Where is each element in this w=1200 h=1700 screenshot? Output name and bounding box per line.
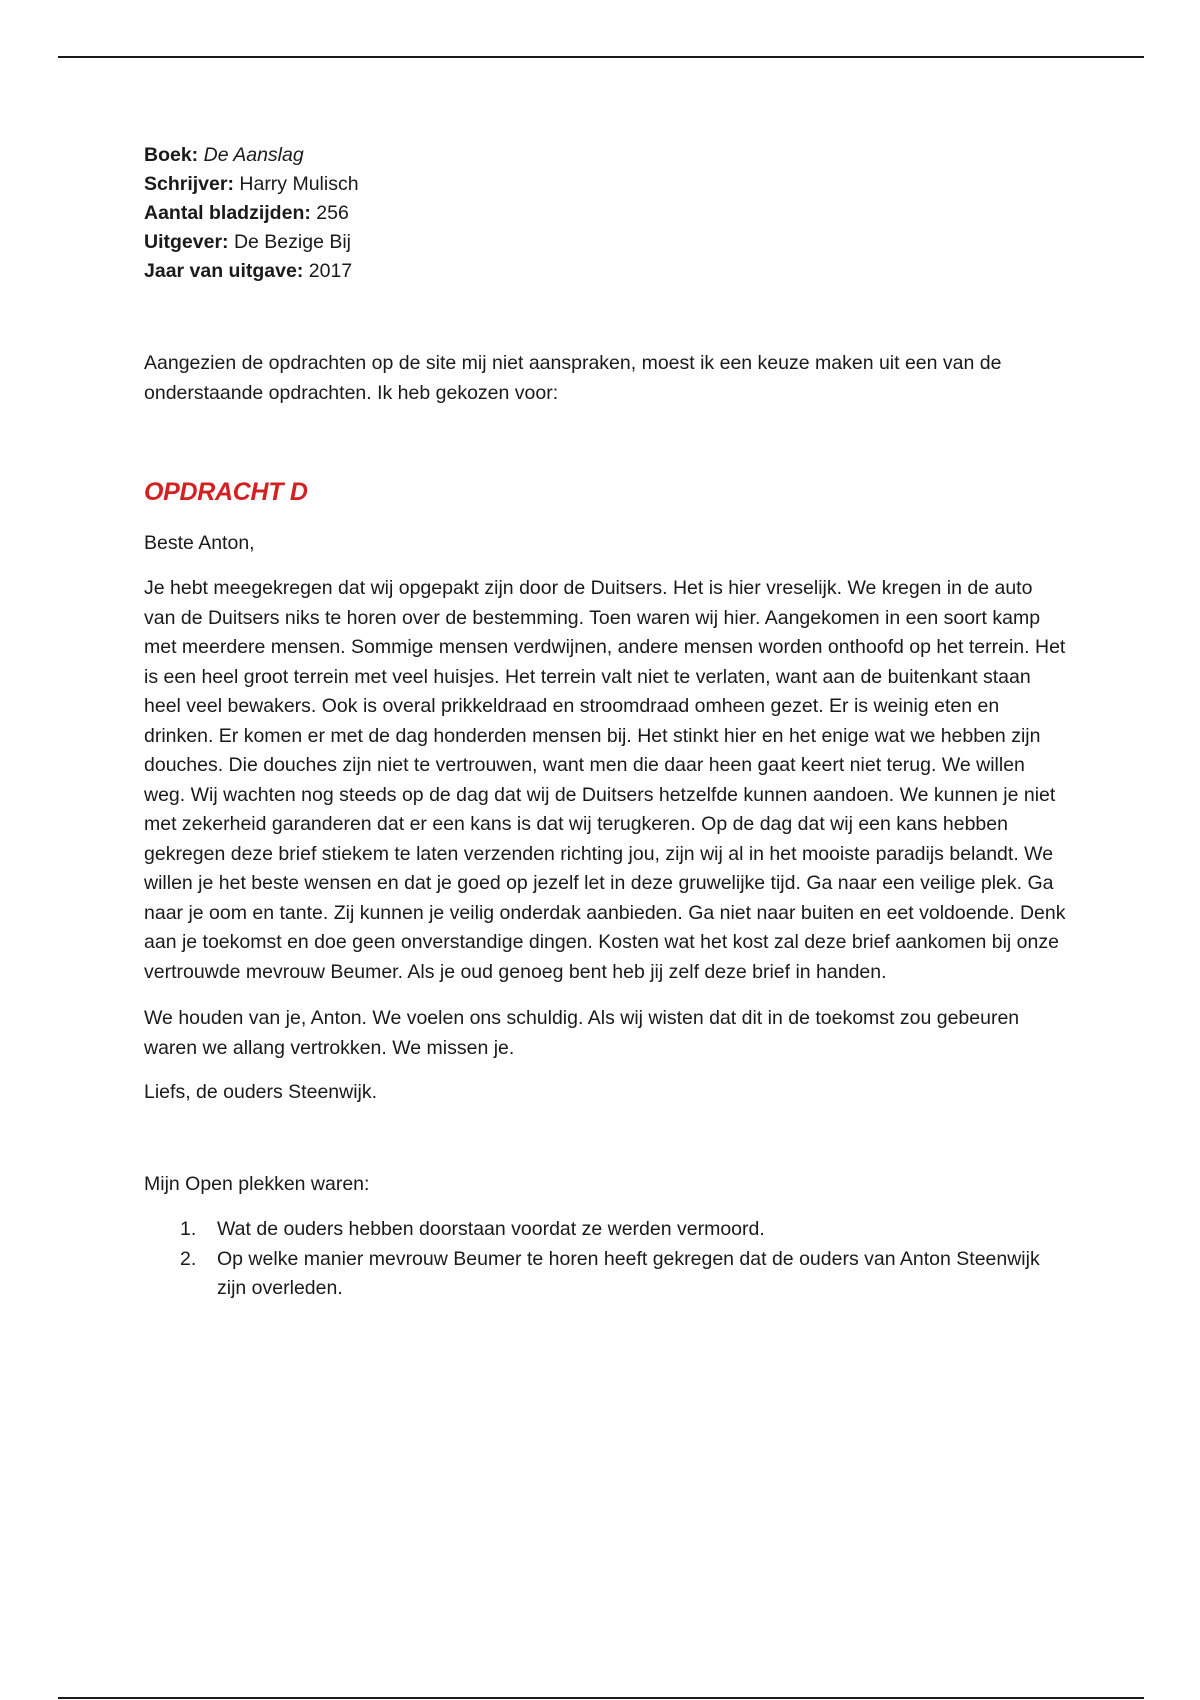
meta-label: Jaar van uitgave: xyxy=(144,260,304,282)
meta-row-book xyxy=(144,141,1068,170)
book-metadata xyxy=(144,141,1068,286)
meta-row-year xyxy=(144,257,1068,286)
assignment-heading: OPDRACHT D xyxy=(144,478,308,506)
meta-value: Harry Mulisch xyxy=(239,173,359,195)
open-places-list xyxy=(144,1215,1068,1304)
meta-label: Uitgever: xyxy=(144,231,229,253)
list-number: 2. xyxy=(180,1247,197,1270)
list-item xyxy=(144,1245,1068,1304)
letter-closing-paragraph: We houden van je, Anton. We voelen ons schuldig. Als wij wisten dat dit in de toekomst zou gebeuren waren we allang vertrokken. We missen je. xyxy=(144,1007,1020,1059)
meta-label: Schrijver: xyxy=(144,173,234,195)
open-places-title: Mijn Open plekken waren: xyxy=(144,1173,370,1195)
meta-row-author xyxy=(144,170,1068,199)
meta-row-pages xyxy=(144,199,1068,228)
meta-value: De Bezige Bij xyxy=(233,231,352,253)
list-item xyxy=(144,1215,1068,1245)
letter-greeting: Beste Anton, xyxy=(144,532,255,554)
letter-signoff: Liefs, de ouders Steenwijk. xyxy=(144,1081,378,1103)
document-body xyxy=(144,141,1068,1304)
header-rule xyxy=(58,56,1144,58)
meta-value: 2017 xyxy=(308,260,353,282)
intro-paragraph: Aangezien de opdrachten op de site mij niet aanspraken, moest ik een keuze maken uit een van de onderstaande opdrachten. Ik heb gekozen voor: xyxy=(144,352,1002,404)
list-item-text: Op welke manier mevrouw Beumer te horen heeft gekregen dat de ouders van Anton Steenwijk zijn overleden. xyxy=(217,1247,1040,1299)
letter-body: Je hebt meegekregen dat wij opgepakt zijn door de Duitsers. Het is hier vreselijk. We kregen in de auto van de Duitsers niks te horen over de bestemming. Toen waren wij hier. Aangekomen in een soort kamp met meerdere mensen. Sommige mensen verdwijnen, andere mensen worden onthoofd op het terrein. Het is een heel groot terrein met veel huisjes. Het terrein valt niet te verlaten, want aan de buitenkant staan heel veel bewakers. Ook is overal prikkeldraad en stroomdraad omheen gezet. Er is weinig eten en drinken. Er komen er met de dag honderden mensen bij. Het stinkt hier en het enige wat we hebben zijn douches. Die douches zijn niet te vertrouwen, want men die daar heen gaat keert niet terug. We willen weg. Wij wachten nog steeds op de dag dat wij de Duitsers hetzelfde kunnen aandoen. We kunnen je niet met zekerheid garanderen dat er een kans is dat wij terugkeren. Op de dag dat wij een kans hebben gekregen deze brief stiekem te laten verzenden richting jou, zijn wij al in het mooiste paradijs belandt. We willen je het beste wensen en dat je goed op jezelf let in deze gruwelijke tijd. Ga naar een veilige plek. Ga naar je oom en tante. Zij kunnen je veilig onderdak aanbieden. Ga niet naar buiten en eet voldoende. Denk aan je toekomst en doe geen onverstandige dingen. Kosten wat het kost zal deze brief aankomen bij onze vertrouwde mevrouw Beumer. Als je oud genoeg bent heb jij zelf deze brief in handen. xyxy=(144,577,1066,983)
meta-row-publisher xyxy=(144,228,1068,257)
meta-value: De Aanslag xyxy=(203,144,304,166)
list-item-text: Wat de ouders hebben doorstaan voordat ze werden vermoord. xyxy=(217,1218,765,1240)
list-number: 1. xyxy=(180,1218,197,1240)
meta-value: 256 xyxy=(316,202,349,224)
meta-label: Boek: xyxy=(144,144,199,166)
meta-label: Aantal bladzijden: xyxy=(144,202,311,224)
footer-rule xyxy=(58,1697,1144,1699)
